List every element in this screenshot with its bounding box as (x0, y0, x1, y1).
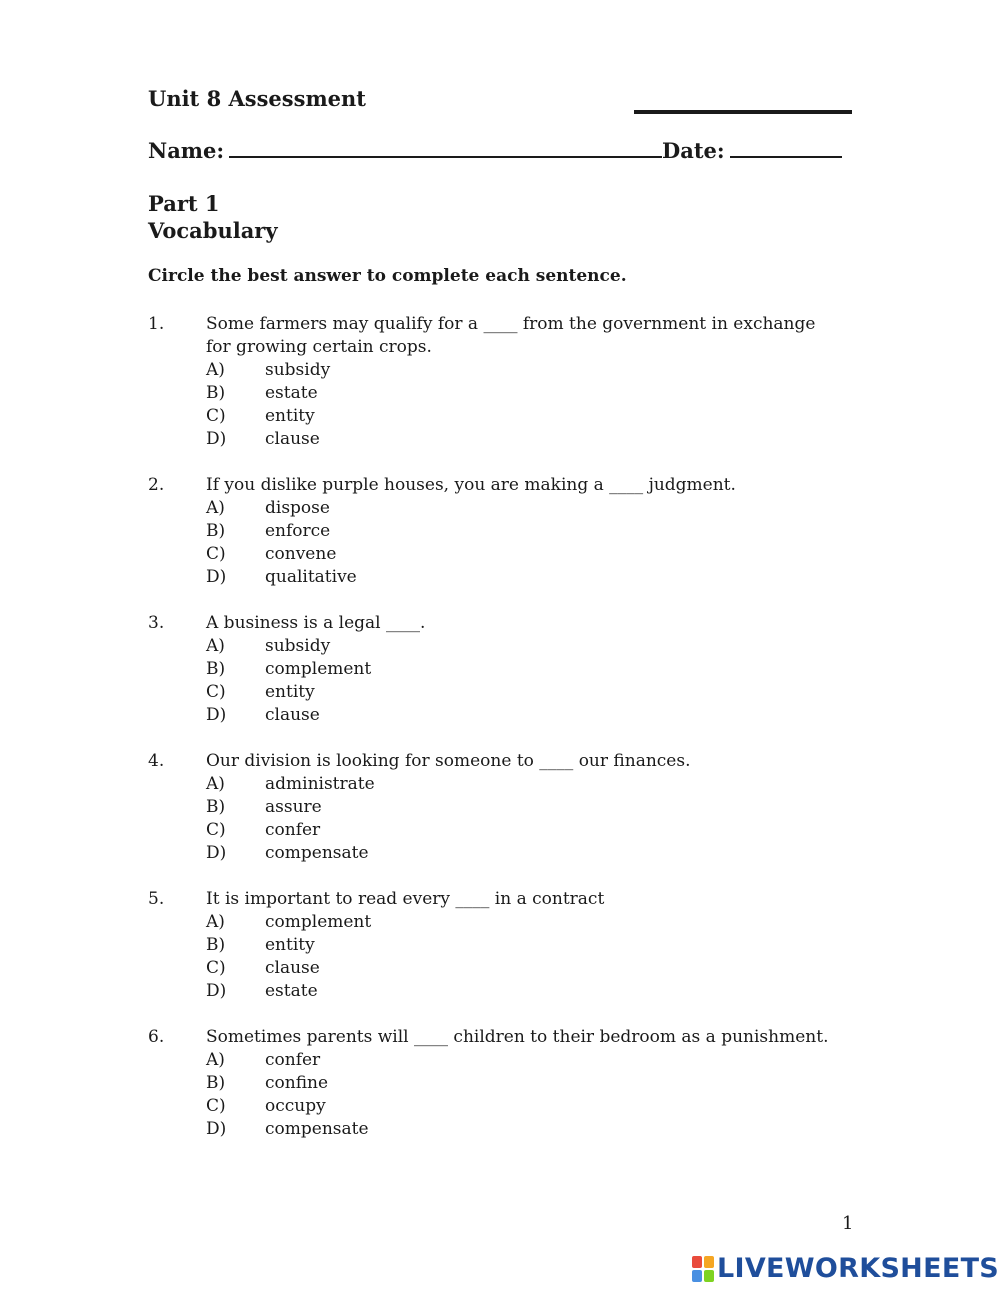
option-letter: A) (206, 1050, 225, 1070)
answer-option[interactable] (206, 773, 848, 796)
answer-option[interactable] (206, 566, 848, 589)
option-letter: B) (206, 659, 226, 679)
option-letter: D) (206, 981, 227, 1001)
instruction-text: Circle the best answer to complete each sentence. (148, 266, 627, 286)
option-text: clause (265, 705, 320, 725)
option-letter: C) (206, 958, 226, 978)
date-field (662, 136, 842, 163)
page-number: 1 (842, 1213, 854, 1234)
question-number: 5. (148, 889, 165, 909)
option-text: dispose (265, 498, 330, 518)
option-letter: D) (206, 429, 227, 449)
answer-option[interactable] (206, 1049, 848, 1072)
option-letter: C) (206, 406, 226, 426)
answer-option[interactable] (206, 819, 848, 842)
answer-option[interactable] (206, 1095, 848, 1118)
question-item (148, 313, 848, 451)
option-letter: B) (206, 521, 226, 541)
question-item (148, 750, 848, 865)
option-text: confer (265, 1050, 321, 1070)
option-letter: C) (206, 820, 226, 840)
option-letter: B) (206, 935, 226, 955)
name-field (148, 136, 662, 163)
question-number: 3. (148, 613, 165, 633)
answer-option[interactable] (206, 428, 848, 451)
question-number: 4. (148, 751, 165, 771)
option-letter: D) (206, 1119, 227, 1139)
option-text: clause (265, 958, 320, 978)
option-letter: A) (206, 774, 225, 794)
option-text: convene (265, 544, 337, 564)
option-text: entity (265, 935, 315, 955)
option-text: entity (265, 682, 315, 702)
option-text: estate (265, 981, 318, 1001)
score-line (634, 110, 852, 114)
answer-option[interactable] (206, 842, 848, 865)
answer-option[interactable] (206, 382, 848, 405)
answer-option[interactable] (206, 704, 848, 727)
option-letter: C) (206, 682, 226, 702)
option-letter: D) (206, 843, 227, 863)
option-letter: A) (206, 360, 225, 380)
answer-option[interactable] (206, 497, 848, 520)
question-text: Our division is looking for someone to ____ our finances. (206, 751, 691, 771)
question-item (148, 1026, 848, 1141)
option-letter: A) (206, 912, 225, 932)
answer-option[interactable] (206, 911, 848, 934)
section-heading (148, 190, 278, 244)
answer-option[interactable] (206, 520, 848, 543)
date-label: Date: (662, 138, 725, 163)
option-text: entity (265, 406, 315, 426)
section-title: Vocabulary (148, 218, 278, 243)
option-text: qualitative (265, 567, 357, 587)
answer-option[interactable] (206, 980, 848, 1003)
option-letter: C) (206, 544, 226, 564)
liveworksheets-logo (692, 1253, 999, 1284)
question-number: 1. (148, 314, 165, 334)
option-text: confer (265, 820, 321, 840)
option-text: complement (265, 912, 372, 932)
answer-option[interactable] (206, 957, 848, 980)
name-label: Name: (148, 138, 225, 163)
question-number: 6. (148, 1027, 165, 1047)
logo-icon (692, 1256, 714, 1282)
page-title: Unit 8 Assessment (148, 86, 366, 111)
option-letter: B) (206, 1073, 226, 1093)
date-blank[interactable] (730, 136, 842, 158)
option-letter: B) (206, 383, 226, 403)
answer-option[interactable] (206, 1118, 848, 1141)
option-text: clause (265, 429, 320, 449)
option-text: compensate (265, 1119, 369, 1139)
option-text: complement (265, 659, 372, 679)
answer-option[interactable] (206, 934, 848, 957)
option-text: compensate (265, 843, 369, 863)
answer-option[interactable] (206, 681, 848, 704)
option-text: subsidy (265, 636, 331, 656)
answer-option[interactable] (206, 658, 848, 681)
question-text: It is important to read every ____ in a contract (206, 889, 605, 909)
option-text: enforce (265, 521, 331, 541)
answer-option[interactable] (206, 1072, 848, 1095)
option-text: assure (265, 797, 322, 817)
option-text: administrate (265, 774, 375, 794)
logo-text: LIVEWORKSHEETS (717, 1253, 1000, 1284)
question-item (148, 888, 848, 1003)
option-letter: C) (206, 1096, 226, 1116)
answer-option[interactable] (206, 635, 848, 658)
question-item (148, 612, 848, 727)
question-number: 2. (148, 475, 165, 495)
option-letter: B) (206, 797, 226, 817)
question-text: Sometimes parents will ____ children to their bedroom as a punishment. (206, 1027, 829, 1047)
option-text: occupy (265, 1096, 326, 1116)
option-text: estate (265, 383, 318, 403)
option-letter: A) (206, 498, 225, 518)
answer-option[interactable] (206, 405, 848, 428)
answer-option[interactable] (206, 359, 848, 382)
answer-option[interactable] (206, 543, 848, 566)
name-blank[interactable] (229, 136, 662, 158)
option-text: confine (265, 1073, 329, 1093)
question-item (148, 474, 848, 589)
part-label: Part 1 (148, 191, 220, 216)
option-text: subsidy (265, 360, 331, 380)
option-letter: D) (206, 705, 227, 725)
option-letter: D) (206, 567, 227, 587)
question-text: Some farmers may qualify for a ____ from the government in exchange for growing certain crops. (206, 314, 816, 357)
answer-option[interactable] (206, 796, 848, 819)
option-letter: A) (206, 636, 225, 656)
question-text: A business is a legal ____. (206, 613, 426, 633)
question-text: If you dislike purple houses, you are making a ____ judgment. (206, 475, 736, 495)
